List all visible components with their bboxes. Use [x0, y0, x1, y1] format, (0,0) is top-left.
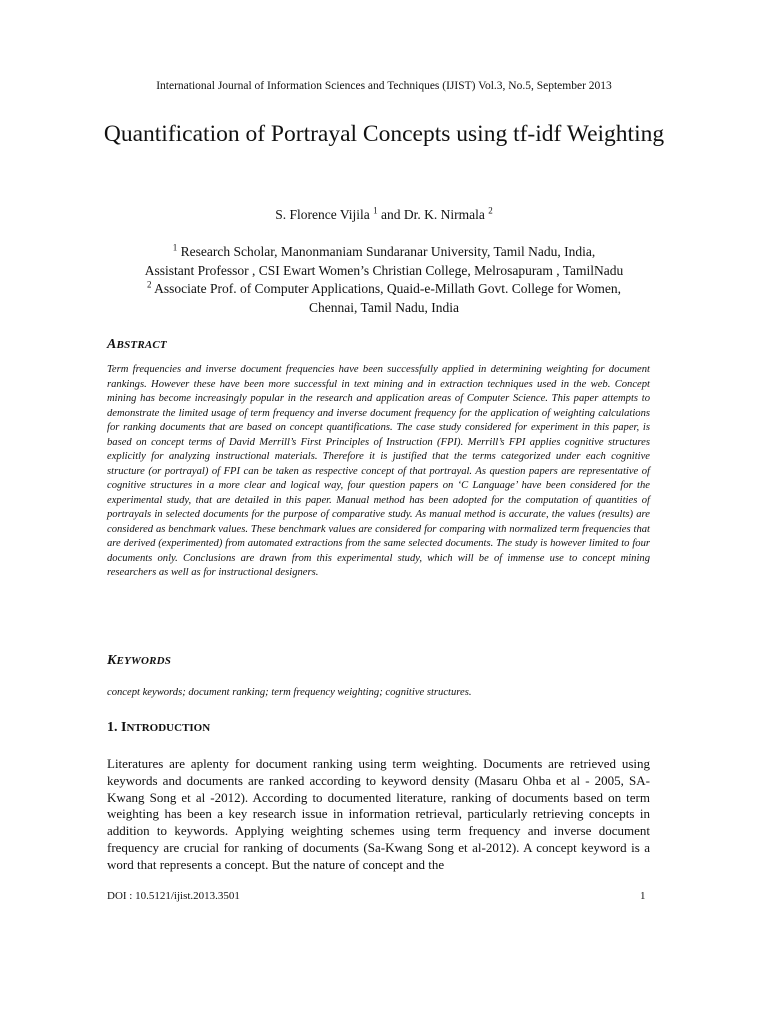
author-1-affiliation-mark: 1: [373, 205, 378, 216]
affiliation-line-4: Chennai, Tamil Nadu, India: [309, 299, 459, 315]
paper-title: Quantification of Portrayal Concepts using tf-idf Weighting: [103, 121, 665, 147]
keywords-heading-rest: EYWORDS: [116, 655, 172, 667]
affiliation-1-mark: 1: [172, 242, 178, 253]
abstract-heading-initial: A: [107, 337, 117, 352]
affiliations: [90, 243, 678, 317]
page-number: 1: [640, 890, 646, 902]
affiliation-line-1: [90, 243, 678, 262]
introduction-heading-initial: I: [121, 720, 127, 735]
affiliation-2-mark: 2: [146, 279, 152, 290]
introduction-heading-rest: NTRODUCTION: [126, 722, 211, 734]
affiliation-line-2: Assistant Professor , CSI Ewart Women’s Christian College, Melrosapuram , TamilNadu: [144, 262, 624, 278]
running-head: International Journal of Information Sciences and Techniques (IJIST) Vol.3, No.5, September 2013: [156, 80, 612, 92]
affiliation-line-3: [90, 280, 678, 299]
introduction-heading: [107, 720, 210, 736]
keywords-text: concept keywords; document ranking; term frequency weighting; cognitive structures.: [107, 687, 472, 698]
affiliation-line-1-text: Research Scholar, Manonmaniam Sundaranar University, Tamil Nadu, India,: [177, 244, 596, 259]
author-line: [0, 207, 768, 223]
author-1: S. Florence Vijila: [275, 207, 370, 222]
keywords-heading-initial: K: [107, 653, 117, 668]
affiliation-line-3-text: Associate Prof. of Computer Applications, Quaid-e-Millath Govt. College for Women,: [151, 281, 622, 296]
abstract-heading-rest: BSTRACT: [116, 339, 167, 351]
abstract-text: Term frequencies and inverse document frequencies have been successfully applied in determining weighting for document rankings. However these have been more successful in text mining and in extraction techniques used in the web. Concept mining has become increasingly popular in the research and application areas of Computer Science. This paper attempts to demonstrate the limited usage of term frequency and inverse document frequency for the application of weighting calculations for ranking documents that are based on concept quantifications. The case study considered for experiment in this paper, is based on concept terms of David Merrill’s First Principles of Instruction (FPI). Merrill’s FPI applies cognitive structures explicitly for analyzing instructional materials. Therefore it is justified that the terms categorized under each cognitive structure (or portrayal) of FPI can be taken as respective concept of that portrayal. As question papers are representative of cognitive structures in a more clear and logical way, four question papers on ‘C Language’ have been considered for the experimental study, that are detailed in this paper. Manual method has been adopted for the computation of quantities of portrayals in selected documents for the purpose of comparative study. As manual method is accurate, the values (results) are considered as benchmark values. These benchmark values are considered for comparing with normalized term frequencies that are derived (experimented) from automated extractions from the same selected documents. The study is however limited to four documents only. Conclusions are drawn from this experimental study, which will be of immense use to concept mining researchers as well as for instructional designers.: [107, 364, 650, 578]
doi-footer: DOI : 10.5121/ijist.2013.3501: [107, 890, 240, 902]
author-2-affiliation-mark: 2: [488, 205, 493, 216]
author-conjunction: and: [377, 207, 404, 222]
introduction-number: 1.: [107, 720, 121, 735]
abstract-heading: [107, 337, 167, 353]
keywords-heading: [107, 653, 171, 669]
author-2: Dr. K. Nirmala: [403, 207, 485, 222]
introduction-text: Literatures are aplenty for document ranking using term weighting. Documents are retrieved using keywords and documents are ranked according to keyword density (Masaru Ohba et al - 2005, SA-Kwang Song et al -2012). According to documented literature, ranking of documents based on term weighting has been a key research issue in information retrieval, particularly retrieving concepts in addition to keywords. Applying weighting schemes using term frequency and inverse document frequency are crucial for ranking of documents (Sa-Kwang Song et al-2012). A concept keyword is a word that represents a concept. But the nature of concept and the: [107, 756, 650, 872]
